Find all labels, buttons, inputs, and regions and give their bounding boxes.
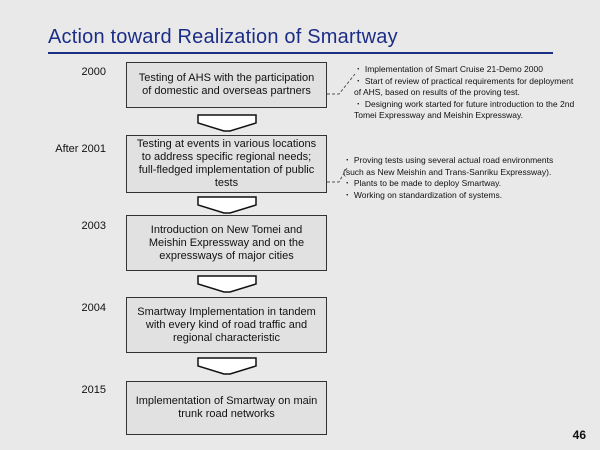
year-2015: 2015 [81, 384, 106, 396]
down-arrow-icon [196, 195, 258, 215]
note-item: ・ Working on standardization of systems. [343, 189, 503, 200]
note-item: ・ Start of review of practical requirements for deployment of AHS, based on results of the proving test. [354, 75, 574, 97]
step-box-2000: Testing of AHS with the participation of domestic and overseas partners [126, 62, 327, 108]
down-arrow-icon [196, 356, 258, 376]
notes-2000 [354, 64, 576, 122]
down-arrow-icon [196, 113, 258, 133]
year-2003: 2003 [81, 220, 106, 232]
step-box-after-2001: Testing at events in various locations to address specific regional needs; full-fledged implementation of public tests [126, 135, 327, 193]
year-2004: 2004 [81, 302, 106, 314]
down-arrow-icon [196, 274, 258, 294]
note-item: ・ Plants to be made to deploy Smartway. [343, 178, 502, 188]
step-box-2003: Introduction on New Tomei and Meishin Expressway and on the expressways of major cities [126, 215, 327, 271]
year-after-2001: After 2001 [55, 143, 106, 155]
slide-title: Action toward Realization of Smartway [48, 26, 398, 48]
note-item: ・ Implementation of Smart Cruise 21-Demo 2000 [354, 64, 543, 74]
title-underline [48, 52, 553, 54]
page-number: 46 [572, 428, 586, 442]
note-item: ・ Designing work started for future introduction to the 2nd Tomei Expressway and Meishin Expressway. [354, 98, 575, 120]
step-box-2015: Implementation of Smartway on main trunk road networks [126, 381, 327, 435]
note-item: ・ Proving tests using several actual road environments (such as New Meishin and Trans-Sanriku Expressway). [343, 155, 554, 177]
step-box-2004: Smartway Implementation in tandem with every kind of road traffic and regional characteristic [126, 297, 327, 353]
year-2000: 2000 [81, 66, 106, 78]
notes-2001 [343, 155, 568, 201]
